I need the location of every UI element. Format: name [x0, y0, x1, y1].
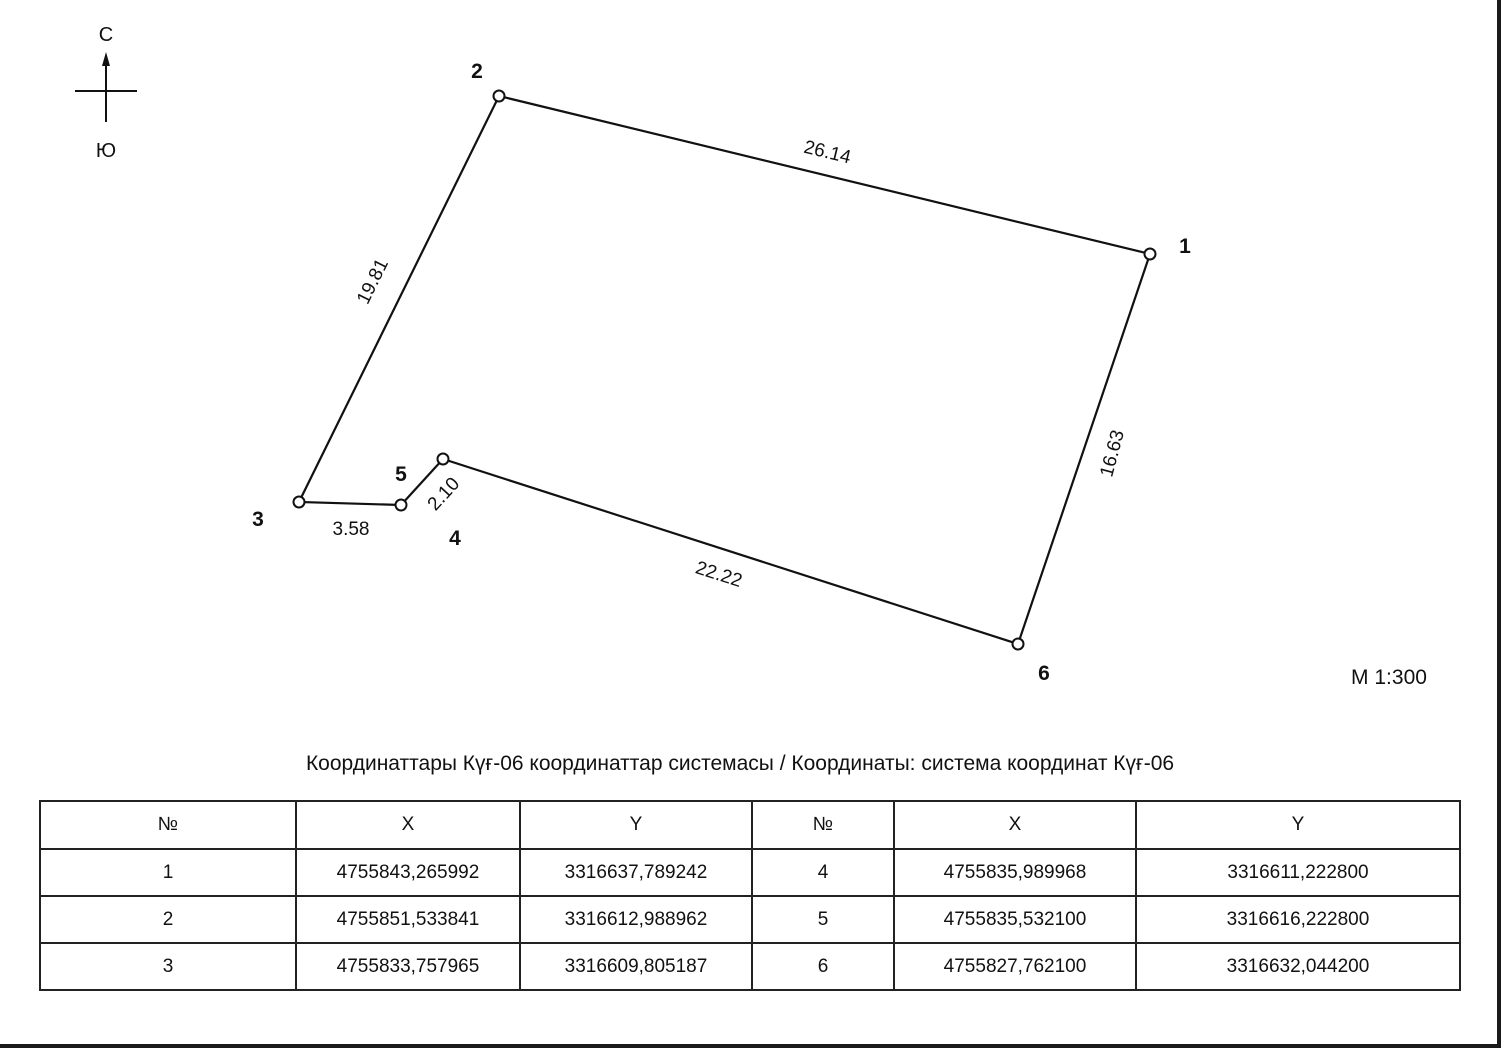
- cell-number: 4: [752, 849, 894, 896]
- cell-y: 3316637,789242: [520, 849, 752, 896]
- compass-north-label: С: [98, 24, 114, 46]
- map-scale: М 1:300: [1351, 666, 1427, 689]
- point-label-6: 6: [1038, 662, 1050, 685]
- cell-y: 3316616,222800: [1136, 896, 1460, 943]
- cell-y: 3316611,222800: [1136, 849, 1460, 896]
- cell-number: 2: [40, 896, 296, 943]
- coordinates-caption: Координаттары Күғ-06 координаттар системасы / Координаты: система координат Күғ-06: [305, 752, 1175, 775]
- table-header-row: [40, 801, 1460, 849]
- header-y: Y: [1136, 801, 1460, 849]
- cell-number: 1: [40, 849, 296, 896]
- header-x: X: [894, 801, 1136, 849]
- point-label-1: 1: [1179, 235, 1191, 258]
- north-arrow-icon: [102, 52, 110, 66]
- cell-x: 4755843,265992: [296, 849, 520, 896]
- point-label-5: 5: [395, 463, 407, 486]
- point-label-3: 3: [252, 508, 264, 531]
- cell-x: 4755833,757965: [296, 943, 520, 990]
- cell-y: 3316609,805187: [520, 943, 752, 990]
- parcel-boundary: [299, 96, 1150, 644]
- segment-length-2-3: 19.81: [353, 255, 393, 308]
- segment-length-6-1: 16.63: [1096, 427, 1129, 480]
- segment-length-5-6: 22.22: [692, 557, 745, 593]
- cell-x: 4755827,762100: [894, 943, 1136, 990]
- point-label-4: 4: [449, 527, 461, 550]
- header-number: №: [40, 801, 296, 849]
- compass: [75, 24, 137, 162]
- vertex-6: [1013, 639, 1024, 650]
- table-row: [40, 943, 1460, 990]
- compass-south-label: Ю: [95, 140, 117, 162]
- vertex-2: [494, 91, 505, 102]
- cell-number: 5: [752, 896, 894, 943]
- table-row: [40, 896, 1460, 943]
- vertex-1: [1145, 249, 1156, 260]
- header-x: X: [296, 801, 520, 849]
- segment-length-1-2: 26.14: [801, 136, 853, 169]
- header-number: №: [752, 801, 894, 849]
- cell-x: 4755851,533841: [296, 896, 520, 943]
- point-label-2: 2: [471, 60, 483, 83]
- coordinates-table: [39, 800, 1461, 991]
- cell-x: 4755835,532100: [894, 896, 1136, 943]
- cell-number: 3: [40, 943, 296, 990]
- header-y: Y: [520, 801, 752, 849]
- cell-x: 4755835,989968: [894, 849, 1136, 896]
- vertex-5: [438, 454, 449, 465]
- vertex-3: [294, 497, 305, 508]
- table-row: [40, 849, 1460, 896]
- cell-y: 3316612,988962: [520, 896, 752, 943]
- cell-number: 6: [752, 943, 894, 990]
- segment-length-3-4: 3.58: [332, 519, 370, 540]
- segment-length-4-5: 2.10: [423, 473, 465, 516]
- vertex-4: [396, 500, 407, 511]
- cell-y: 3316632,044200: [1136, 943, 1460, 990]
